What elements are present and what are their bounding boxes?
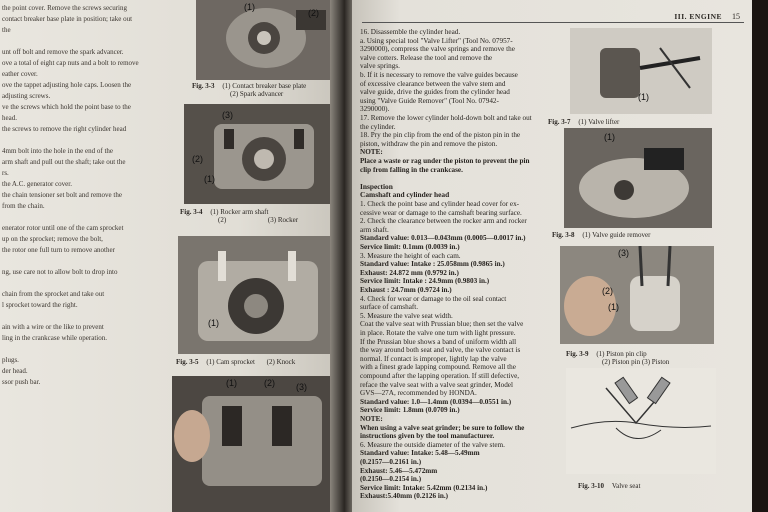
fig-3-7-callout-1: (1)	[638, 92, 649, 102]
fig-3-10-item-1: Valve seat	[611, 482, 641, 490]
right-text-line: If the Prussian blue shows a band of uniform width all	[360, 337, 517, 346]
left-text-line: from the chain.	[2, 202, 45, 210]
fig-3-6-callout-3: (3)	[296, 382, 307, 392]
right-text-line: NOTE:	[360, 415, 383, 423]
left-text-line: ove the tappet adjusting hole caps. Loosen the	[2, 81, 132, 89]
right-text-line: Exhaust: 24.872 mm (0.9792 in.)	[360, 268, 459, 277]
fig-3-6-callout-1: (1)	[226, 378, 237, 388]
right-text-line: 3290000), compress the valve springs and remove the	[360, 45, 515, 54]
fig-3-9-number: Fig. 3-9	[566, 350, 589, 358]
fig-3-7-photo	[570, 28, 712, 114]
right-text-line: in place. Rotate the valve one turn with light pressure.	[360, 329, 516, 337]
left-text-line: plugs.	[2, 356, 19, 364]
fig-3-5-number: Fig. 3-5	[176, 358, 199, 366]
valve-guide-remover-photo-image	[564, 128, 712, 228]
right-text-line: cessive wear or damage to the camshaft bearing surface.	[360, 208, 522, 217]
left-text-line: rs.	[2, 169, 9, 177]
right-text-line: Inspection	[360, 181, 393, 191]
right-text-line: 17. Remove the lower cylinder hold-down bolt and take out	[360, 114, 532, 122]
left-text-line: ove a total of eight cap nuts and a bolt to remove	[2, 59, 139, 67]
right-text-line: Standard value: 1.0—1.4mm (0.0394—0.0551 in.)	[360, 397, 512, 406]
fig-3-5-item-2: (2) Knock	[266, 358, 296, 366]
right-text-line: valve springs.	[360, 62, 400, 71]
right-text-line: GVS—27A, recommended by HONDA.	[360, 389, 477, 398]
left-text-line: contact breaker base plate in position; take out	[2, 15, 133, 23]
right-text-line: Exhaust: 5.46—5.472mm	[360, 466, 438, 475]
fig-3-4-item-1: (1) Rocker arm shaft	[210, 208, 269, 216]
right-text-line: 16. Disassemble the cylinder head.	[360, 28, 461, 36]
fig-3-9-callout-1: (1)	[608, 302, 619, 312]
right-text-line: Standard value: Intake: 5.48—5.49mm	[360, 449, 480, 458]
right-text-line: 4. Check for wear or damage to the oil seal contact	[360, 294, 507, 303]
right-text-line: piston, withdraw the pin and remove the piston.	[360, 139, 498, 148]
left-text-line: unt off bolt and remove the spark advancer.	[2, 48, 124, 56]
left-page	[0, 0, 340, 512]
right-text-line: Standard value: 0.013—0.043mm (0.0005—0.0017 in.)	[360, 234, 526, 243]
right-text-line: the cylinder.	[360, 122, 396, 131]
fig-3-8-callout-1: (1)	[604, 132, 615, 142]
engine-photo-image	[172, 376, 334, 512]
fig-3-4-callout-3: (3)	[222, 110, 233, 120]
right-text-line: using "Valve Guide Remover" (Tool No. 07942-	[360, 96, 499, 105]
right-text-line: Exhaust:5.40mm (0.2126 in.)	[360, 492, 449, 501]
right-text-line: 3. Measure the height of each cam.	[360, 251, 461, 260]
fig-3-5-caption	[176, 358, 295, 366]
left-text-line: ling in the crankcase while operation.	[2, 334, 107, 342]
right-text-line: 1. Check the point base and cylinder head cover for ex-	[360, 200, 520, 208]
fig-3-3-callout-1: (1)	[244, 2, 255, 12]
left-text-line: adjusting screws.	[2, 92, 51, 100]
right-text-line: reface the valve seat with a valve seat grinder, Model	[360, 380, 513, 389]
right-text-line: Camshaft and cylinder head	[360, 190, 450, 200]
right-text-line: with a finest grade lapping compound. Remove all the	[360, 363, 516, 372]
fig-3-8-item-1: (1) Valve guide remover	[582, 231, 651, 239]
right-text-line: Service limit: Intake: 5.42mm (0.2134 in.)	[360, 483, 488, 492]
fig-3-10-caption	[578, 482, 640, 490]
left-text-line: ng, use care not to allow bolt to drop into	[2, 268, 118, 276]
right-text-line: a. Using special tool "Valve Lifter" (Tool No. 07957-	[360, 36, 513, 45]
right-text-line: valve guide, drive the guides from the cylinder head	[360, 88, 510, 97]
left-text-line: l sprocket toward the right.	[2, 301, 78, 309]
fig-3-7-caption	[548, 118, 619, 126]
right-text-line: Service limit: 0.1mm (0.0039 in.)	[360, 243, 460, 251]
right-text-line: Service limit: Intake : 24.9mm (0.9803 in.)	[360, 277, 490, 286]
fig-3-3-callout-2: (2)	[308, 8, 319, 18]
fig-3-5-photo	[178, 236, 334, 354]
right-text-line: normal. If contact is improper, lightly lap the valve	[360, 354, 507, 363]
right-page-text-column	[352, 0, 552, 512]
fig-3-4-caption	[180, 208, 298, 224]
right-text-line: compound after the lapping operation. If still defective,	[360, 372, 520, 380]
left-text-line: ve the screws which hold the point base to the	[2, 103, 131, 111]
page-header: III. ENGINE	[674, 12, 722, 21]
fig-3-9-callout-3: (3)	[618, 248, 629, 258]
left-text-line: ain with a wire or the like to prevent	[2, 323, 104, 331]
left-text-line: the rotor one full turn to remove another	[2, 246, 115, 254]
fig-3-6-callout-2: (2)	[264, 378, 275, 388]
right-text-line: (0.2150—0.2154 in.)	[360, 475, 422, 484]
fig-3-4-callout-2: (2)	[192, 154, 203, 164]
right-text-line: instructions given by the tool manufacturer.	[360, 432, 495, 441]
fig-3-3-item-1: (1) Contact breaker base plate	[222, 82, 307, 90]
right-text-line: 3290000).	[360, 105, 390, 114]
right-text-line: the way around both seat and valve, the valve contact is	[360, 346, 521, 355]
left-text-line: enerator rotor until one of the cam sprocket	[2, 224, 124, 232]
right-text-line: When using a valve seat grinder; be sure to follow the	[360, 423, 525, 432]
fig-3-8-number: Fig. 3-8	[552, 231, 575, 239]
fig-3-4-number: Fig. 3-4	[180, 208, 203, 216]
right-text-line: clip from falling in the crankcase.	[360, 165, 463, 174]
left-text-line: the chain tensioner set bolt and remove the	[2, 191, 122, 199]
left-text-line: the screws to remove the right cylinder head	[2, 125, 127, 133]
fig-3-4-item-3: (3) Rocker	[267, 216, 299, 224]
left-text-line: the	[2, 26, 11, 34]
fig-3-4-item-2: (2)	[218, 216, 227, 224]
fig-3-7-number: Fig. 3-7	[548, 118, 571, 126]
right-text-line: Place a waste or rag under the piston to prevent the pin	[360, 157, 530, 165]
valve-seat-diagram-image	[566, 368, 716, 474]
right-text-line: 5. Measure the valve seat width.	[360, 311, 453, 320]
left-text-line: 4mm bolt into the hole in the end of the	[2, 147, 114, 155]
right-page	[352, 0, 752, 512]
fig-3-7-item-1: (1) Valve lifter	[578, 118, 620, 126]
fig-3-5-callout-1: (1)	[208, 318, 219, 328]
fig-3-8-photo	[564, 128, 712, 228]
right-text-line: valve cotters. Release the tool and remove the	[360, 53, 493, 62]
right-text-line: 2. Check the clearance between the rocker arm and rocker	[360, 217, 527, 226]
fig-3-8-caption	[552, 231, 650, 239]
fig-3-3-number: Fig. 3-3	[192, 82, 215, 90]
left-text-line: ssor push bar.	[2, 378, 41, 386]
fig-3-3-photo	[196, 0, 334, 80]
left-text-line: the point cover. Remove the screws securing	[2, 4, 127, 12]
right-text-line: Service limit: 1.8mm (0.0709 in.)	[360, 406, 460, 415]
left-text-line: up on the sprocket; remove the bolt,	[2, 235, 103, 243]
right-text-line: b. If it is necessary to remove the valve guides because	[360, 71, 518, 79]
fig-3-3-caption	[192, 82, 306, 98]
right-text-line: arm shaft.	[360, 225, 389, 234]
page-number: 15	[732, 12, 740, 21]
fig-3-3-item-2: (2) Spark advancer	[230, 90, 284, 98]
fig-3-5-item-1: (1) Cam sprocket	[206, 358, 255, 366]
right-text-line: Coat the valve seat with Prussian blue; then set the valve	[360, 320, 524, 329]
left-text-line: der head.	[2, 367, 28, 375]
engine-photo-image	[184, 104, 334, 204]
left-text-line: eather cover.	[2, 70, 38, 78]
right-text-line: surface of camshaft.	[360, 303, 419, 312]
right-text-line: Exhaust : 24.7mm (0.9724 in.)	[360, 286, 452, 294]
right-text-line: 18. Pry the pin clip from the end of the piston pin in the	[360, 131, 521, 140]
left-page-text-column	[0, 0, 180, 512]
fig-3-9-caption	[566, 350, 669, 366]
left-text-line: chain from the sprocket and take out	[2, 290, 105, 298]
piston-photo-image	[560, 246, 714, 344]
right-text-line: Standard value: Intake : 25.058mm (0.9865 in.)	[360, 260, 505, 269]
left-text-line: arm shaft and pull out the shaft; take out the	[2, 158, 126, 166]
fig-3-9-item-1: (1) Piston pin clip	[596, 350, 647, 358]
right-text-line: NOTE:	[360, 148, 383, 157]
fig-3-9-photo	[560, 246, 714, 344]
right-text-line: 6. Measure the outside diameter of the valve stem.	[360, 440, 505, 449]
fig-3-4-callout-1: (1)	[204, 174, 215, 184]
right-text-line: of excessive clearance between the valve stem and	[360, 79, 506, 88]
fig-3-6-photo	[172, 376, 334, 512]
right-text-line: (0.2157—0.2161 in.)	[360, 458, 422, 466]
fig-3-9-item-2: (2) Piston pin (3) Piston	[602, 358, 670, 366]
fig-3-4-photo	[184, 104, 334, 204]
left-text-line: the A.C. generator cover.	[2, 180, 72, 188]
left-text-line: head.	[2, 114, 17, 122]
fig-3-10-number: Fig. 3-10	[578, 482, 605, 490]
engine-photo-image	[178, 236, 334, 354]
fig-3-9-callout-2: (2)	[602, 286, 613, 296]
fig-3-10-diagram	[566, 368, 716, 474]
